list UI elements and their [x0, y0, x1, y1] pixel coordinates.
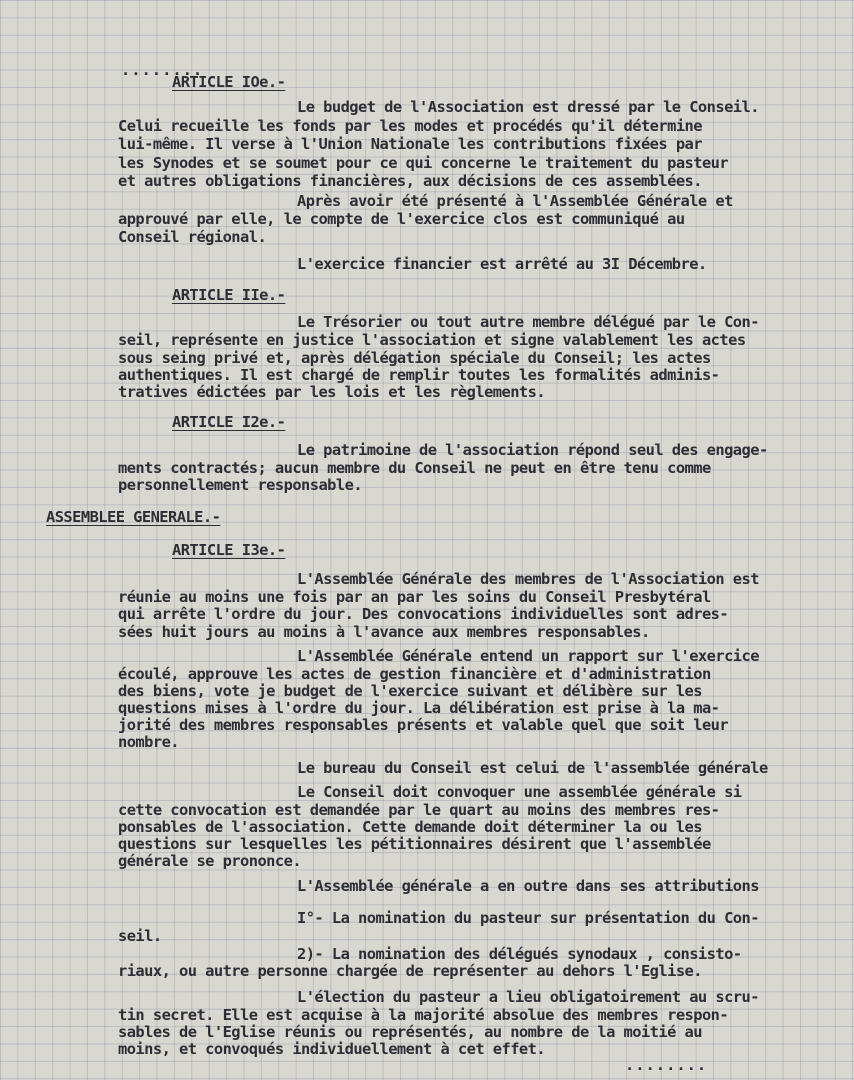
article-10-line: approuvé par elle, le compte de l'exercice clos est communiqué au — [118, 210, 685, 228]
assemblee-generale-heading: ASSEMBLEE GENERALE.- — [46, 508, 221, 526]
article-13-line: riaux, ou autre personne chargée de représenter au dehors l'Eglise. — [118, 962, 702, 980]
article-12-heading: ARTICLE I2e.- — [172, 413, 286, 431]
article-10-line: L'exercice financier est arrêté au 3I Décembre. — [297, 255, 707, 273]
article-11-line: authentiques. Il est chargé de remplir toutes les formalités adminis- — [118, 366, 720, 384]
article-13-line: qui arrête l'ordre du jour. Des convocations individuelles sont adres- — [118, 605, 729, 623]
article-10-line: Le budget de l'Association est dressé par le Conseil. — [297, 98, 759, 116]
article-10-line: lui-même. Il verse à l'Union Nationale les contributions fixées par — [118, 135, 702, 153]
article-11-line: Le Trésorier ou tout autre membre délégué par le Con- — [297, 313, 759, 331]
article-13-line: nombre. — [118, 733, 180, 751]
article-13-line: jorité des membres responsables présents et valable quel que soit leur — [118, 716, 729, 734]
article-10-line: et autres obligations financières, aux décisions de ces assemblées. — [118, 172, 702, 190]
article-13-line: Le Conseil doit convoquer une assemblée générale si — [297, 783, 742, 801]
article-11-heading: ARTICLE IIe.- — [172, 286, 286, 304]
article-13-line: réunie au moins une fois par an par les soins du Conseil Presbytéral — [118, 588, 711, 606]
article-13-line: tin secret. Elle est acquise à la majorité absolue des membres respon- — [118, 1006, 729, 1024]
article-10-heading: ARTICLE IOe.- — [172, 73, 286, 91]
article-10-line: les Synodes et se soumet pour ce qui concerne le traitement du pasteur — [118, 154, 729, 172]
article-13-line: sables de l'Eglise réunis ou représentés, au nombre de la moitié au — [118, 1023, 702, 1041]
article-13-line: questions mises à l'ordre du jour. La délibération est prise à la ma- — [118, 699, 720, 717]
bottom-ellipsis: ........ — [625, 1056, 708, 1074]
article-13-line: sées huit jours au moins à l'avance aux membres responsables. — [118, 623, 650, 641]
article-13-line: moins, et convoqués individuellement à cet effet. — [118, 1040, 546, 1058]
article-12-line: ments contractés; aucun membre du Conseil ne peut en être tenu comme — [118, 459, 711, 477]
article-10-line: Celui recueille les fonds par les modes et procédés qu'il détermine — [118, 117, 702, 135]
article-13-line: I°- La nomination du pasteur sur présentation du Con- — [297, 909, 759, 927]
article-13-heading: ARTICLE I3e.- — [172, 541, 286, 559]
article-13-line: ponsables de l'association. Cette demande doit déterminer la ou les — [118, 818, 702, 836]
article-12-line: Le patrimoine de l'association répond seul des engage- — [297, 441, 768, 459]
article-13-line: L'Assemblée générale a en outre dans ses attributions — [297, 877, 759, 895]
article-10-line: Après avoir été présenté à l'Assemblée Générale et — [297, 192, 733, 210]
article-13-line: 2)- La nomination des délégués synodaux , consisto- — [297, 945, 742, 963]
article-13-line: L'Assemblée Générale entend un rapport sur l'exercice — [297, 647, 759, 665]
article-13-line: questions sur lesquelles les pétitionnaires désirent que l'assemblée — [118, 835, 711, 853]
article-11-line: sous seing privé et, après délégation spéciale du Conseil; les actes — [118, 349, 711, 367]
article-13-line: Le bureau du Conseil est celui de l'assemblée générale — [297, 759, 768, 777]
article-11-line: tratives édictées par les lois et les règlements. — [118, 383, 546, 401]
article-13-line: L'élection du pasteur a lieu obligatoirement au scru- — [297, 988, 759, 1006]
article-13-line: seil. — [118, 927, 162, 945]
article-11-line: seil, représente en justice l'association et signe valablement les actes — [118, 331, 746, 349]
article-10-line: Conseil régional. — [118, 228, 267, 246]
article-13-line: générale se prononce. — [118, 852, 302, 870]
article-13-line: écoulé, approuve les actes de gestion financière et d'administration — [118, 665, 711, 683]
top-ellipsis: ........ — [121, 61, 204, 79]
article-13-line: L'Assemblée Générale des membres de l'Association est — [297, 570, 759, 588]
article-13-line: des biens, vote je budget de l'exercice suivant et délibère sur les — [118, 682, 702, 700]
article-13-line: cette convocation est demandée par le quart au moins des membres res- — [118, 801, 720, 819]
article-12-line: personnellement responsable. — [118, 476, 363, 494]
